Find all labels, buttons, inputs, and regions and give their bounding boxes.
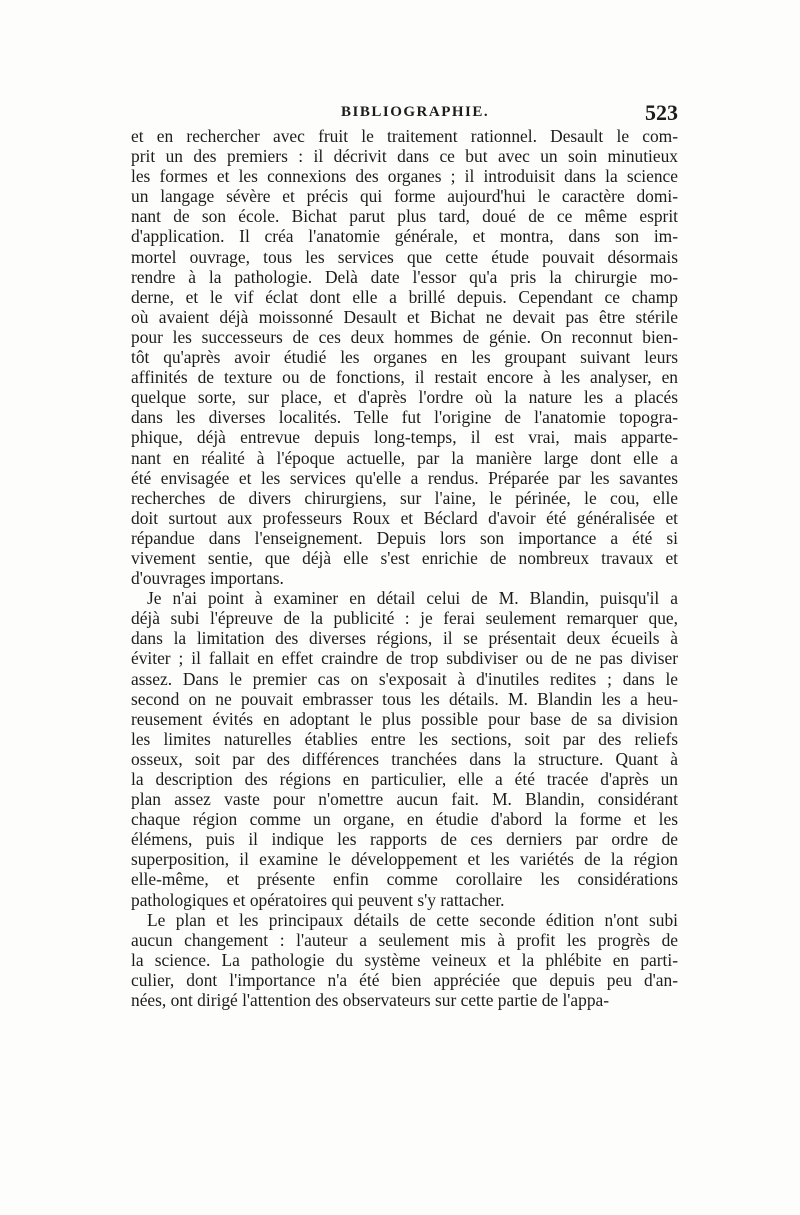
text-line: la description des régions en particulier, elle a été tracée d'après un [131, 769, 678, 789]
text-line: rendre à la pathologie. Delà date l'essor qu'a pris la chirurgie mo- [131, 266, 678, 287]
text-line: second on ne pouvait embrasser tous les détails. M. Blandin les a heu- [131, 688, 678, 709]
text-line: nées, ont dirigé l'attention des observateurs sur cette partie de l'appa- [131, 990, 610, 1011]
text-line: vivement sentie, que déjà elle s'est enrichie de nombreux travaux et [131, 547, 678, 568]
text-line: quelque sorte, sur place, et d'après l'ordre où la nature les a placés [131, 387, 678, 408]
text-line: les limites naturelles établies entre les sections, soit par des reliefs [131, 728, 678, 749]
text-line: pour les successeurs de ces deux hommes de génie. On reconnut bien- [131, 326, 678, 347]
text-line: nant de son école. Bichat parut plus tard, doué de ce même esprit [131, 206, 678, 227]
text-line: derne, et le vif éclat dont elle a brillé depuis. Cependant ce champ [131, 286, 678, 307]
text-line: et en rechercher avec fruit le traitement rationnel. Desault le com- [131, 126, 678, 146]
paragraph-3 [131, 910, 678, 1010]
text-line: été envisagée et les services qu'elle a rendus. Préparée par les savantes [131, 467, 678, 488]
text-line: elle-même, et présente enfin comme corollaire les considérations [131, 869, 678, 890]
text-line: nant en réalité à l'époque actuelle, par la manière large dont elle a [131, 447, 678, 468]
text-line: Je n'ai point à examiner en détail celui de M. Blandin, puisqu'il a [147, 588, 678, 609]
text-line: Le plan et les principaux détails de cette seconde édition n'ont subi [147, 909, 678, 930]
text-line: d'application. Il créa l'anatomie générale, et montra, dans son im- [131, 226, 678, 247]
body-text [131, 126, 678, 1010]
text-line: osseux, soit par des différences tranchées dans la structure. Quant à [131, 748, 678, 769]
text-line: superposition, il examine le développement et les variétés de la région [131, 849, 678, 870]
text-line: phique, déjà entrevue depuis long-temps, il est vrai, mais apparte- [131, 427, 678, 448]
text-line: un langage sévère et précis qui forme aujourd'hui le caractère domi- [131, 186, 678, 207]
text-line: répandue dans l'enseignement. Depuis lors son importance a été si [131, 527, 678, 548]
text-line: assez. Dans le premier cas on s'exposait à d'inutiles redites ; dans le [131, 668, 678, 689]
text-line: dans la limitation des diverses régions, il se présentait deux écueils à [131, 628, 678, 649]
page-number: 523 [645, 100, 678, 125]
text-line: mortel ouvrage, tous les services que cette étude pouvait désormais [131, 246, 678, 267]
paragraph-1 [131, 126, 678, 588]
text-line: pathologiques et opératoires qui peuvent s'y rattacher. [131, 889, 505, 910]
text-line: dans les diverses localités. Telle fut l'origine de l'anatomie topogra- [131, 407, 678, 428]
text-line: culier, dont l'importance n'a été bien appréciée que depuis peu d'an- [131, 969, 678, 990]
text-line: où avaient déjà moissonné Desault et Bichat ne devait pas être stérile [131, 306, 678, 327]
text-line: éviter ; il fallait en effet craindre de trop subdiviser ou de ne pas diviser [131, 648, 678, 669]
paragraph-2 [131, 588, 678, 910]
text-line: la science. La pathologie du système veineux et la phlébite en parti- [131, 949, 678, 970]
text-line: tôt qu'après avoir étudié les organes en les groupant suivant leurs [131, 347, 678, 368]
text-line: reusement évités en adoptant le plus possible pour base de sa division [131, 708, 678, 729]
text-line: d'ouvrages importans. [131, 568, 284, 589]
text-line: prit un des premiers : il décrivit dans ce but avec un soin minutieux [131, 146, 678, 167]
text-line: chaque région comme un organe, en étudie d'abord la forme et les [131, 809, 678, 830]
text-line: élémens, puis il indique les rapports de ces derniers par ordre de [131, 829, 678, 850]
text-line: recherches de divers chirurgiens, sur l'aine, le périnée, le cou, elle [131, 487, 678, 508]
text-line: plan assez vaste pour n'omettre aucun fait. M. Blandin, considérant [131, 789, 678, 810]
text-line: affinités de texture ou de fonctions, il restait encore à les analyser, en [131, 367, 678, 388]
text-line: les formes et les connexions des organes ; il introduisit dans la science [131, 166, 678, 187]
text-line: aucun changement : l'auteur a seulement mis à profit les progrès de [131, 929, 678, 950]
running-title: BIBLIOGRAPHIE. [341, 104, 490, 120]
text-line: doit surtout aux professeurs Roux et Béclard d'avoir été généralisée et [131, 507, 678, 528]
text-line: déjà subi l'épreuve de la publicité : je ferai seulement remarquer que, [131, 608, 678, 629]
